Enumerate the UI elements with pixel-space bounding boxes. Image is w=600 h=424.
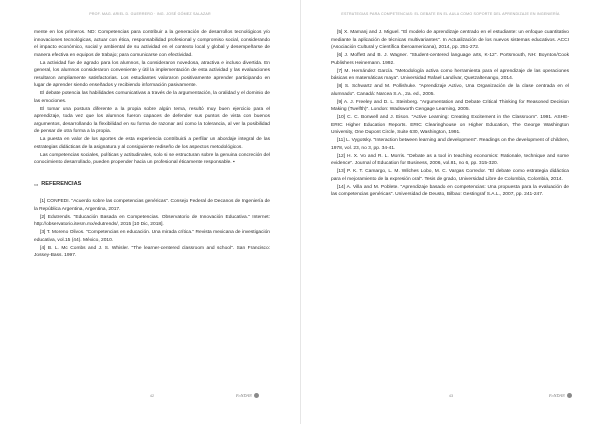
right-footer bbox=[301, 394, 600, 402]
journal-brand-name: FoNDAN bbox=[549, 393, 565, 398]
reference-item: [7] M. Hernández García. "Metodología activa como herramienta para el aprendizaje de las operaciones básicas en matemáticas maya". Universidad Rafael Landívar, Quetzaltenango, 2014. bbox=[331, 68, 569, 81]
references-heading bbox=[34, 181, 270, 189]
body-paragraph: La actividad fue de agrado para los alumnos, la consideraron novedosa, atractiva e incluso divertida. En general, los alumnos consideraron conveniente y útil la implementación de esta actividad y las evaluaciones resultaron ampliamente satisfactorias. Los estudiantes valoraron positivamente aprender participando en lugar de aprender siendo enseñados y recibiendo información pasivamente. bbox=[34, 60, 270, 88]
brand-logo-icon bbox=[567, 393, 572, 398]
book-icon: ▭ bbox=[34, 181, 39, 187]
left-running-head: PROF. MAG. ARIEL D. GUERRERO · ING. JOSÉ GÓMEZ SALAZAR bbox=[89, 12, 211, 16]
reference-item: [5] X. Mamanj and J. Miguel. "El modelo de aprendizaje centrado en el estudiante: un enfoque cuantitativo mediante la aplicación de técnicas multivariantes". In Actualización de los nuevos sistemas educativos. ACCI (Asociación Cultural y Científica Iberoamericana), 2014, pp. 251-272. bbox=[331, 30, 569, 50]
reference-item: [1] CONFEDI. "Acuerdo sobre las competencias genéricas". Consejo Federal de Decanos de Ingeniería de la República Argentina, Argentina, 2017. bbox=[34, 199, 270, 212]
brand-logo-icon bbox=[254, 393, 259, 398]
reference-item: [9] A. J. Freeley and D. L. Steinberg. "Argumentation and Debate Critical Thinking for Reasoned Decision Making (Twelfth)". London: Wadsworth Cengage Learning, 2005. bbox=[331, 99, 569, 112]
reference-item: [4] B. L. Mc Combs and J. S. Whisler. "The learner-centered classroom and school". San Francisco: Jossey-Bass. 1997. bbox=[34, 245, 270, 258]
body-paragraph: mente en los primeros. ND: Competencias para contribuir a la generación de desarrollos tecnológicos y/o innovaciones tecnológicas, actuar con ética, responsabilidad profesional y compromiso social, considerando el impacto económico, social y ambiental de su actividad en el contexto local y global y desempeñarse de manera efectiva en equipos de trabajo; para comunicarse con efectividad. bbox=[34, 30, 270, 58]
page-number: 42 bbox=[149, 394, 155, 398]
body-paragraph: La puesta en valor de los aportes de esta experiencia contribuirá a perfilar un abordaje integral de las estrategias didácticas de la asignatura y al consiguiente rediseño de los aspectos metodológicos. bbox=[34, 137, 270, 150]
reference-item: [10] C. C. Bonwell and J. Eison. "Active Learning: Creating Excitement in the Classroom". 1991. ASHE-ERIC Higher Education Reports. ERIC Clearinghouse on Higher Education, The George Washington University, One Dupont Circle, Suite 630, Washington, 1991. bbox=[331, 115, 569, 135]
journal-brand bbox=[549, 393, 572, 398]
journal-brand bbox=[236, 393, 259, 398]
right-page bbox=[300, 0, 600, 424]
page-number: 43 bbox=[448, 394, 454, 398]
references-title: REFERENCIAS bbox=[41, 180, 82, 187]
reference-item: [12] H. X. Vo and R. L. Morris. "Debate as a tool in teaching economics: Rationale, technique and some evidence". Journal of Education for Business, 2006, vol.81, no 6, pp. 315-320. bbox=[331, 153, 569, 166]
right-running-head: ESTRATEGIAS PARA COMPETENCIAS: EL DEBATE EN EL AULA COMO SOPORTE DEL APRENDIZAJE EN INGENIERÍA bbox=[341, 12, 560, 16]
reference-item: [6] J. Moffett and B. J. Wagner. "Student-centered language arts, K-12". Portsmouth, NH: Boynton/Cook Publishers Heinemann. 1992. bbox=[331, 53, 569, 66]
body-paragraph: El tomar una postura diferente a la propia sobre algún tema, resultó muy buen ejercicio para el aprendizaje, toda vez que los alumnos fueron capaces de defender sus puntos de vista con buenos argumentos, desarrollando la flexibilidad en su forma de razonar así como la tolerancia, al ver la posibilidad de pensar de otra forma a la propia. bbox=[34, 106, 270, 134]
body-paragraph: Las competencias sociales, políticas y actitudinales, solo si se estructuran sobre la genuina concreción del conocimiento desarrollado, pueden propender hacia un profesional éticamente responsable. ▪ bbox=[34, 152, 270, 165]
reference-item: [14] A. Villa and M. Poblete. "Aprendizaje basado en competencias: Una propuesta para la evaluación de las competencias genéricas". Universidad de Deusto, Bilbao: Gestingraf S.A.L., 2007, pp. 241-247. bbox=[331, 184, 569, 197]
body-paragraph: El debate potencia las habilidades comunicativas a través de la argumentación, la oralidad y el dominio de las emociones. bbox=[34, 91, 270, 104]
reference-item: [11] L. Vygotsky. "Interaction between learning and development". Readings on the development of children, 1978, vol. 23, no 3, pp. 34-41. bbox=[331, 138, 569, 151]
reference-item: [8] S. Schwartz and M. Pollishuke. "Aprendizaje Activo, Una Organización de la clase centrada en el alumnado". Canadá: Narcea S.A., 2a. ed., 2005. bbox=[331, 84, 569, 97]
reference-item: [3] T. Moreno Olivos. "Competencias en educación. Una mirada crítica." Revista mexicana de investigación educativa, vol.15 (44). México, 2010. bbox=[34, 230, 270, 243]
left-text-column bbox=[34, 29, 270, 260]
reference-item: [13] P. K. T. Camargo, L. M. Wilches Lobo, M. C. Vargas Corredor. "El debate como estrategia didáctica para el mejoramiento de la expresión oral". Tesis de grado, Universidad Libre de Colombia, Colombia, 2014. bbox=[331, 169, 569, 182]
journal-brand-name: FoNDAN bbox=[236, 393, 252, 398]
left-footer bbox=[0, 394, 300, 402]
reference-item: [2] Edutrends. "Educación Basada en Competencias. Observatorio de Innovación Educativa." Internet: http://observatorio.itesm.mx/edutrends/, 2015 [10 Dic, 2018]. bbox=[34, 214, 270, 227]
right-text-column bbox=[331, 29, 569, 199]
